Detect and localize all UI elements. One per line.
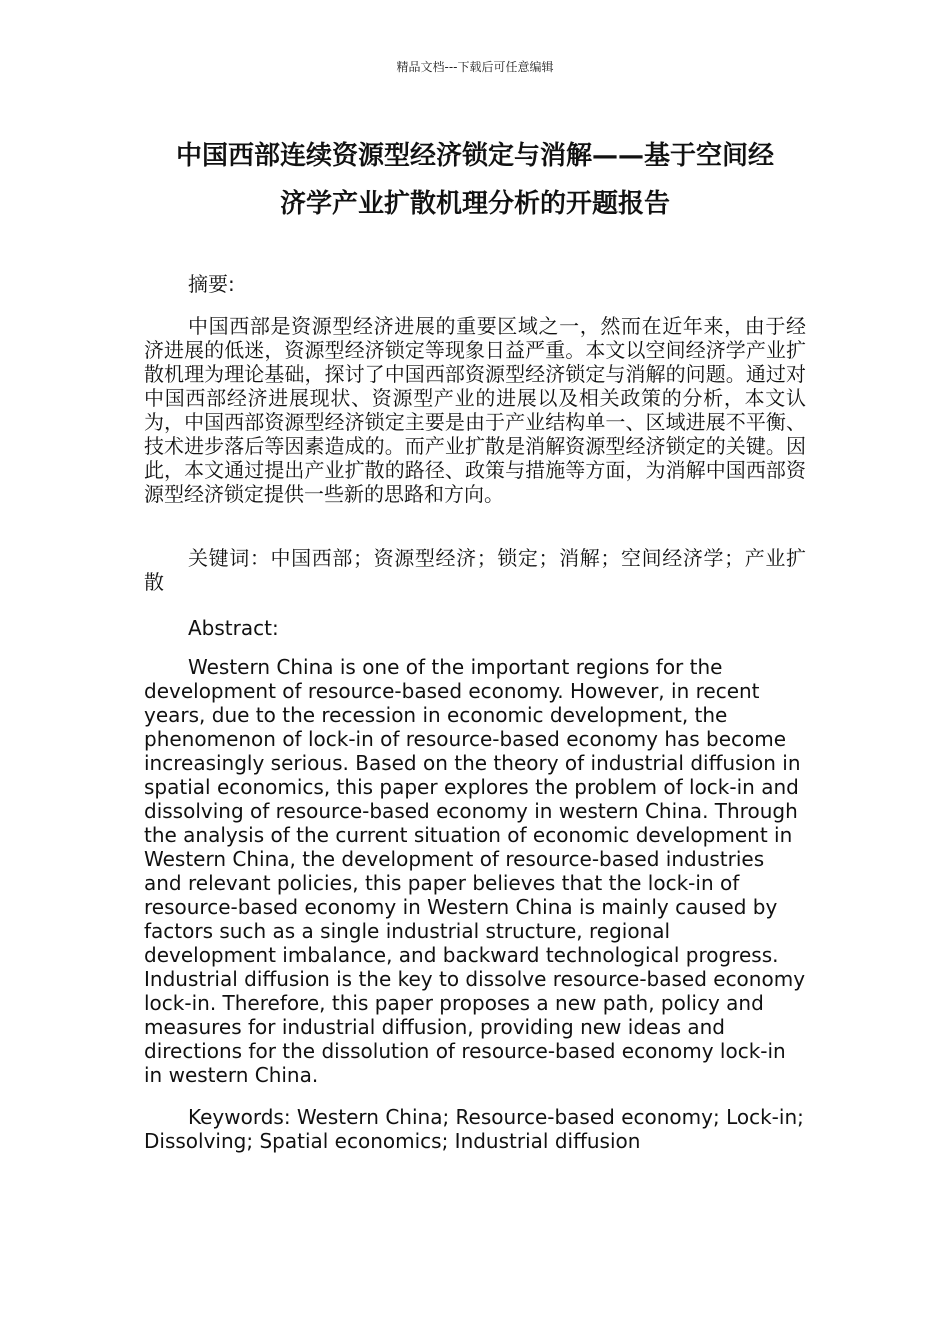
abstract-cn-label: 摘要: bbox=[188, 272, 235, 296]
document-title bbox=[120, 132, 830, 228]
abstract-en-body: Western China is one of the important regions for the development of resource-based economy. However, in recent years, due to the recession in economic development, the phenomenon of lock-in of resource-based economy has become increasingly serious. Based on the theory of industrial diffusion in spatial economics, this paper explores the problem of lock-in and dissolving of resource-based economy in western China. Through the analysis of the current situation of economic development in Western China, the development of resource-based industries and relevant policies, this paper believes that the lock-in of resource-based economy in Western China is mainly caused by factors such as a single industrial structure, regional development imbalance, and backward technological progress. Industrial diffusion is the key to dissolve resource-based economy lock-in. Therefore, this paper proposes a new path, policy and measures for industrial diffusion, providing new ideas and directions for the dissolution of resource-based economy lock-in in western China. bbox=[144, 655, 806, 1087]
abstract-en-label-block bbox=[144, 616, 806, 640]
title-line-1: 中国西部连续资源型经济锁定与消解——基于空间经 bbox=[175, 141, 774, 171]
keywords-en: Keywords: Western China; Resource-based economy; Lock-in; Dissolving; Spatial economics; Industrial diffusion bbox=[144, 1105, 804, 1153]
keywords-cn: 关键词：中国西部；资源型经济；锁定；消解；空间经济学；产业扩散 bbox=[144, 546, 806, 594]
abstract-en-block bbox=[144, 655, 806, 1087]
abstract-cn-body: 中国西部是资源型经济进展的重要区域之一，然而在近年来，由于经济进展的低迷，资源型经济锁定等现象日益严重。本文以空间经济学产业扩散机理为理论基础，探讨了中国西部资源型经济锁定与消解的问题。通过对中国西部经济进展现状、资源型产业的进展以及相关政策的分析，本文认为，中国西部资源型经济锁定主要是由于产业结构单一、区域进展不平衡、技术进步落后等因素造成的。而产业扩散是消解资源型经济锁定的关键。因此，本文通过提出产业扩散的路径、政策与措施等方面，为消解中国西部资源型经济锁定提供一些新的思路和方向。 bbox=[144, 314, 806, 506]
abstract-cn-block bbox=[144, 314, 806, 506]
keywords-en-block bbox=[144, 1105, 806, 1153]
title-line-2: 济学产业扩散机理分析的开题报告 bbox=[279, 189, 670, 219]
abstract-en-label: Abstract: bbox=[188, 616, 279, 640]
page-header: 精品文档---下载后可任意编辑 bbox=[396, 60, 554, 74]
keywords-cn-block bbox=[144, 546, 806, 594]
abstract-cn-label-block bbox=[144, 272, 806, 296]
